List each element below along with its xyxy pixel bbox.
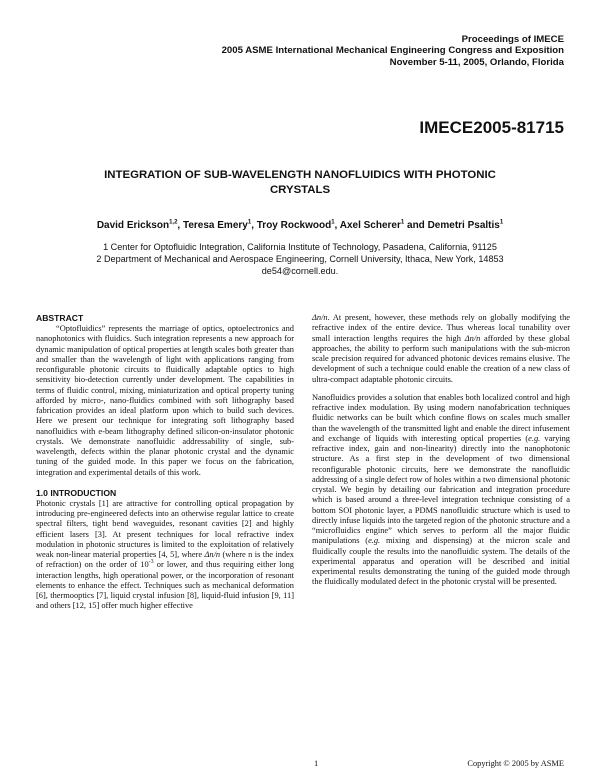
- author-list: David Erickson$^{1,2}$, Teresa Emery$^1$, Troy Rockwood$^1$, Axel Scherer$^1$ and Demetri Psaltis$^1$: [96, 219, 504, 231]
- abstract-text: “Optofluidics” represents the marriage of optics, optoelectronics and nanophotonics with fluidics. Such integration represents a new approach for dynamic manipulation of optical properties at length scales both greater than and smaller than the wavelength of light with applications ranging from reconfigurable photonic circuits to fluidically adaptable optics to high sensitivity bio-detection currently under development. The capabilities in terms of fluidic control, mixing, miniaturization and optical property tuning afforded by micro-, nano-fluidics combined with soft lithography based fabrication provides an ideal platform upon which to build such devices. Here we present our technique for integrating soft lithography based nanofluidics with e-beam lithography defined silicon-on-insulator photonic crystals. We demonstrate nanofluidic addressability of single, sub-wavelength, defects within the planar photonic crystal and the dynamic tuning of the guided mode. In this paper we focus on the fabrication, integration and experimental details of this work.: [36, 324, 294, 477]
- paper-id: IMECE2005-81715: [419, 118, 564, 137]
- continued-text-2: afforded by these global approaches, the ability to perform such manipulations with the sub-micron scale precision required for advanced photonic devices remains elusive. The development of such a technique could enable the creation of a new class of ultra-compact adaptable photonic circuits.: [312, 333, 570, 384]
- eg-abbrev: e.g.: [368, 536, 381, 546]
- author-affil-sup: 1: [400, 219, 405, 226]
- abstract-heading: ABSTRACT: [36, 313, 84, 323]
- intro-text-2: (where n is the index of refraction) on the order of 10: [36, 550, 294, 570]
- intro-text-1: Photonic crystals [1] are attractive for controlling optical propagation by introducing pre-engineered defects into an otherwise regular lattice to create spectral filters, tight bend waveguides, resonant cavities [2] and highly efficient lasers [3]. At present techniques for local refractive index modulation in photonic structures is limited to the exploitation of relatively weak non-linear material properties [4, 5], where: [36, 498, 294, 559]
- delta-n-symbol: Δn/n: [204, 550, 221, 559]
- delta-n-symbol: Δn/n: [464, 333, 481, 343]
- para-text-c: mixing and dispensing) at the micron scale and fluidically couple the results into the nanofluidic system. The details of the experimental apparatus and operation will be described and initial experimental results demonstrating the tuning of the guided mode through the fluidically modulated defect in the photonic crystal will be presented.: [312, 536, 570, 587]
- header-line-1: Proceedings of IMECE: [461, 34, 564, 45]
- header-line-2: 2005 ASME International Mechanical Engineering Congress and Exposition: [221, 45, 564, 57]
- right-column: [312, 313, 570, 588]
- author-name: Demetri Psaltis: [427, 220, 500, 231]
- affiliation-2: 2 Department of Mechanical and Aerospace Engineering, Cornell University, Ithaca, New York, 14853: [96, 253, 504, 264]
- author-affil-sup: 1: [247, 219, 252, 226]
- para-text-b: varying refractive index, gain and non-linearity) directly into the nanophotonic structure. As a first step in the development of two dimensional reconfigurable photonic circuits, here we demonstrate the nanofluidic addressing of a single defect row of holes within a two dimensional photonic crystal. We begin by detailing our fabrication and integration procedure which is based around a three-level integration technique consisting of a bottom SOI photonic layer, a PDMS nanofluidic structure which is used to directly infuse liquids into the targeted region of the photonic structure and a “microfluidics engine” which serves to perform all the major fluidic manipulations (: [312, 433, 570, 546]
- author-affil-sup: 1,2: [169, 219, 178, 226]
- continued-text-1: . At present, however, these methods rely on globally modifying the refractive index of the entire device. Thus whereas local tunability over small interaction lengths requires the high: [312, 313, 570, 343]
- eg-abbrev: e.g.: [528, 433, 541, 443]
- nanofluidics-paragraph: [312, 393, 570, 588]
- title-line-2: CRYSTALS: [269, 183, 331, 196]
- proceedings-header: [144, 34, 564, 68]
- author-affil-sup: 1: [331, 219, 335, 226]
- paper-title: [80, 168, 520, 197]
- affiliations: [30, 242, 570, 277]
- copyright-notice: Copyright © 2005 by ASME: [467, 759, 564, 768]
- affiliation-1: 1 Center for Optofluidic Integration, California Institute of Technology, Pasadena, California, 91125: [103, 242, 497, 252]
- author-name: David Erickson: [96, 220, 170, 231]
- left-column: [36, 313, 294, 612]
- author-name: Axel Scherer: [339, 220, 401, 231]
- intro-text-3: or lower, and thus requiring either long interaction lengths, high operational power, or the incorporation of resonant elements to enhance the effect. Techniques such as mechanical deformation [6], thermooptics [7], liquid crystal infusion [8], liquid-fluid infusion [9, 11] and others [12, 15] offer much higher effective: [36, 560, 294, 611]
- header-line-3: November 5-11, 2005, Orlando, Florida: [389, 56, 564, 68]
- author-affil-sup: 1: [499, 219, 504, 226]
- exponent: -3: [148, 559, 154, 566]
- author-and: and: [407, 220, 425, 231]
- page-number: 1: [314, 759, 319, 768]
- para-text-a: Nanofluidics provides a solution that enables both localized control and high refractive index modulation. By using modern nanofabrication techniques fluidic networks can be built which confine flows on scales much smaller than the wavelength of the transmitted light and enable the direct infusement and exchange of liquids with interesting optical properties (: [312, 392, 570, 443]
- title-line-1: INTEGRATION OF SUB-WAVELENGTH NANOFLUIDICS WITH PHOTONIC: [104, 169, 496, 181]
- intro-paragraph: [36, 499, 294, 612]
- delta-n-symbol: Δn/n: [312, 313, 328, 322]
- intro-heading: 1.0 INTRODUCTION: [36, 487, 117, 498]
- author-name: Teresa Emery: [182, 220, 248, 231]
- author-email: de54@cornell.edu.: [261, 265, 339, 276]
- author-name: Troy Rockwood: [256, 220, 332, 231]
- intro-continued: [312, 313, 570, 385]
